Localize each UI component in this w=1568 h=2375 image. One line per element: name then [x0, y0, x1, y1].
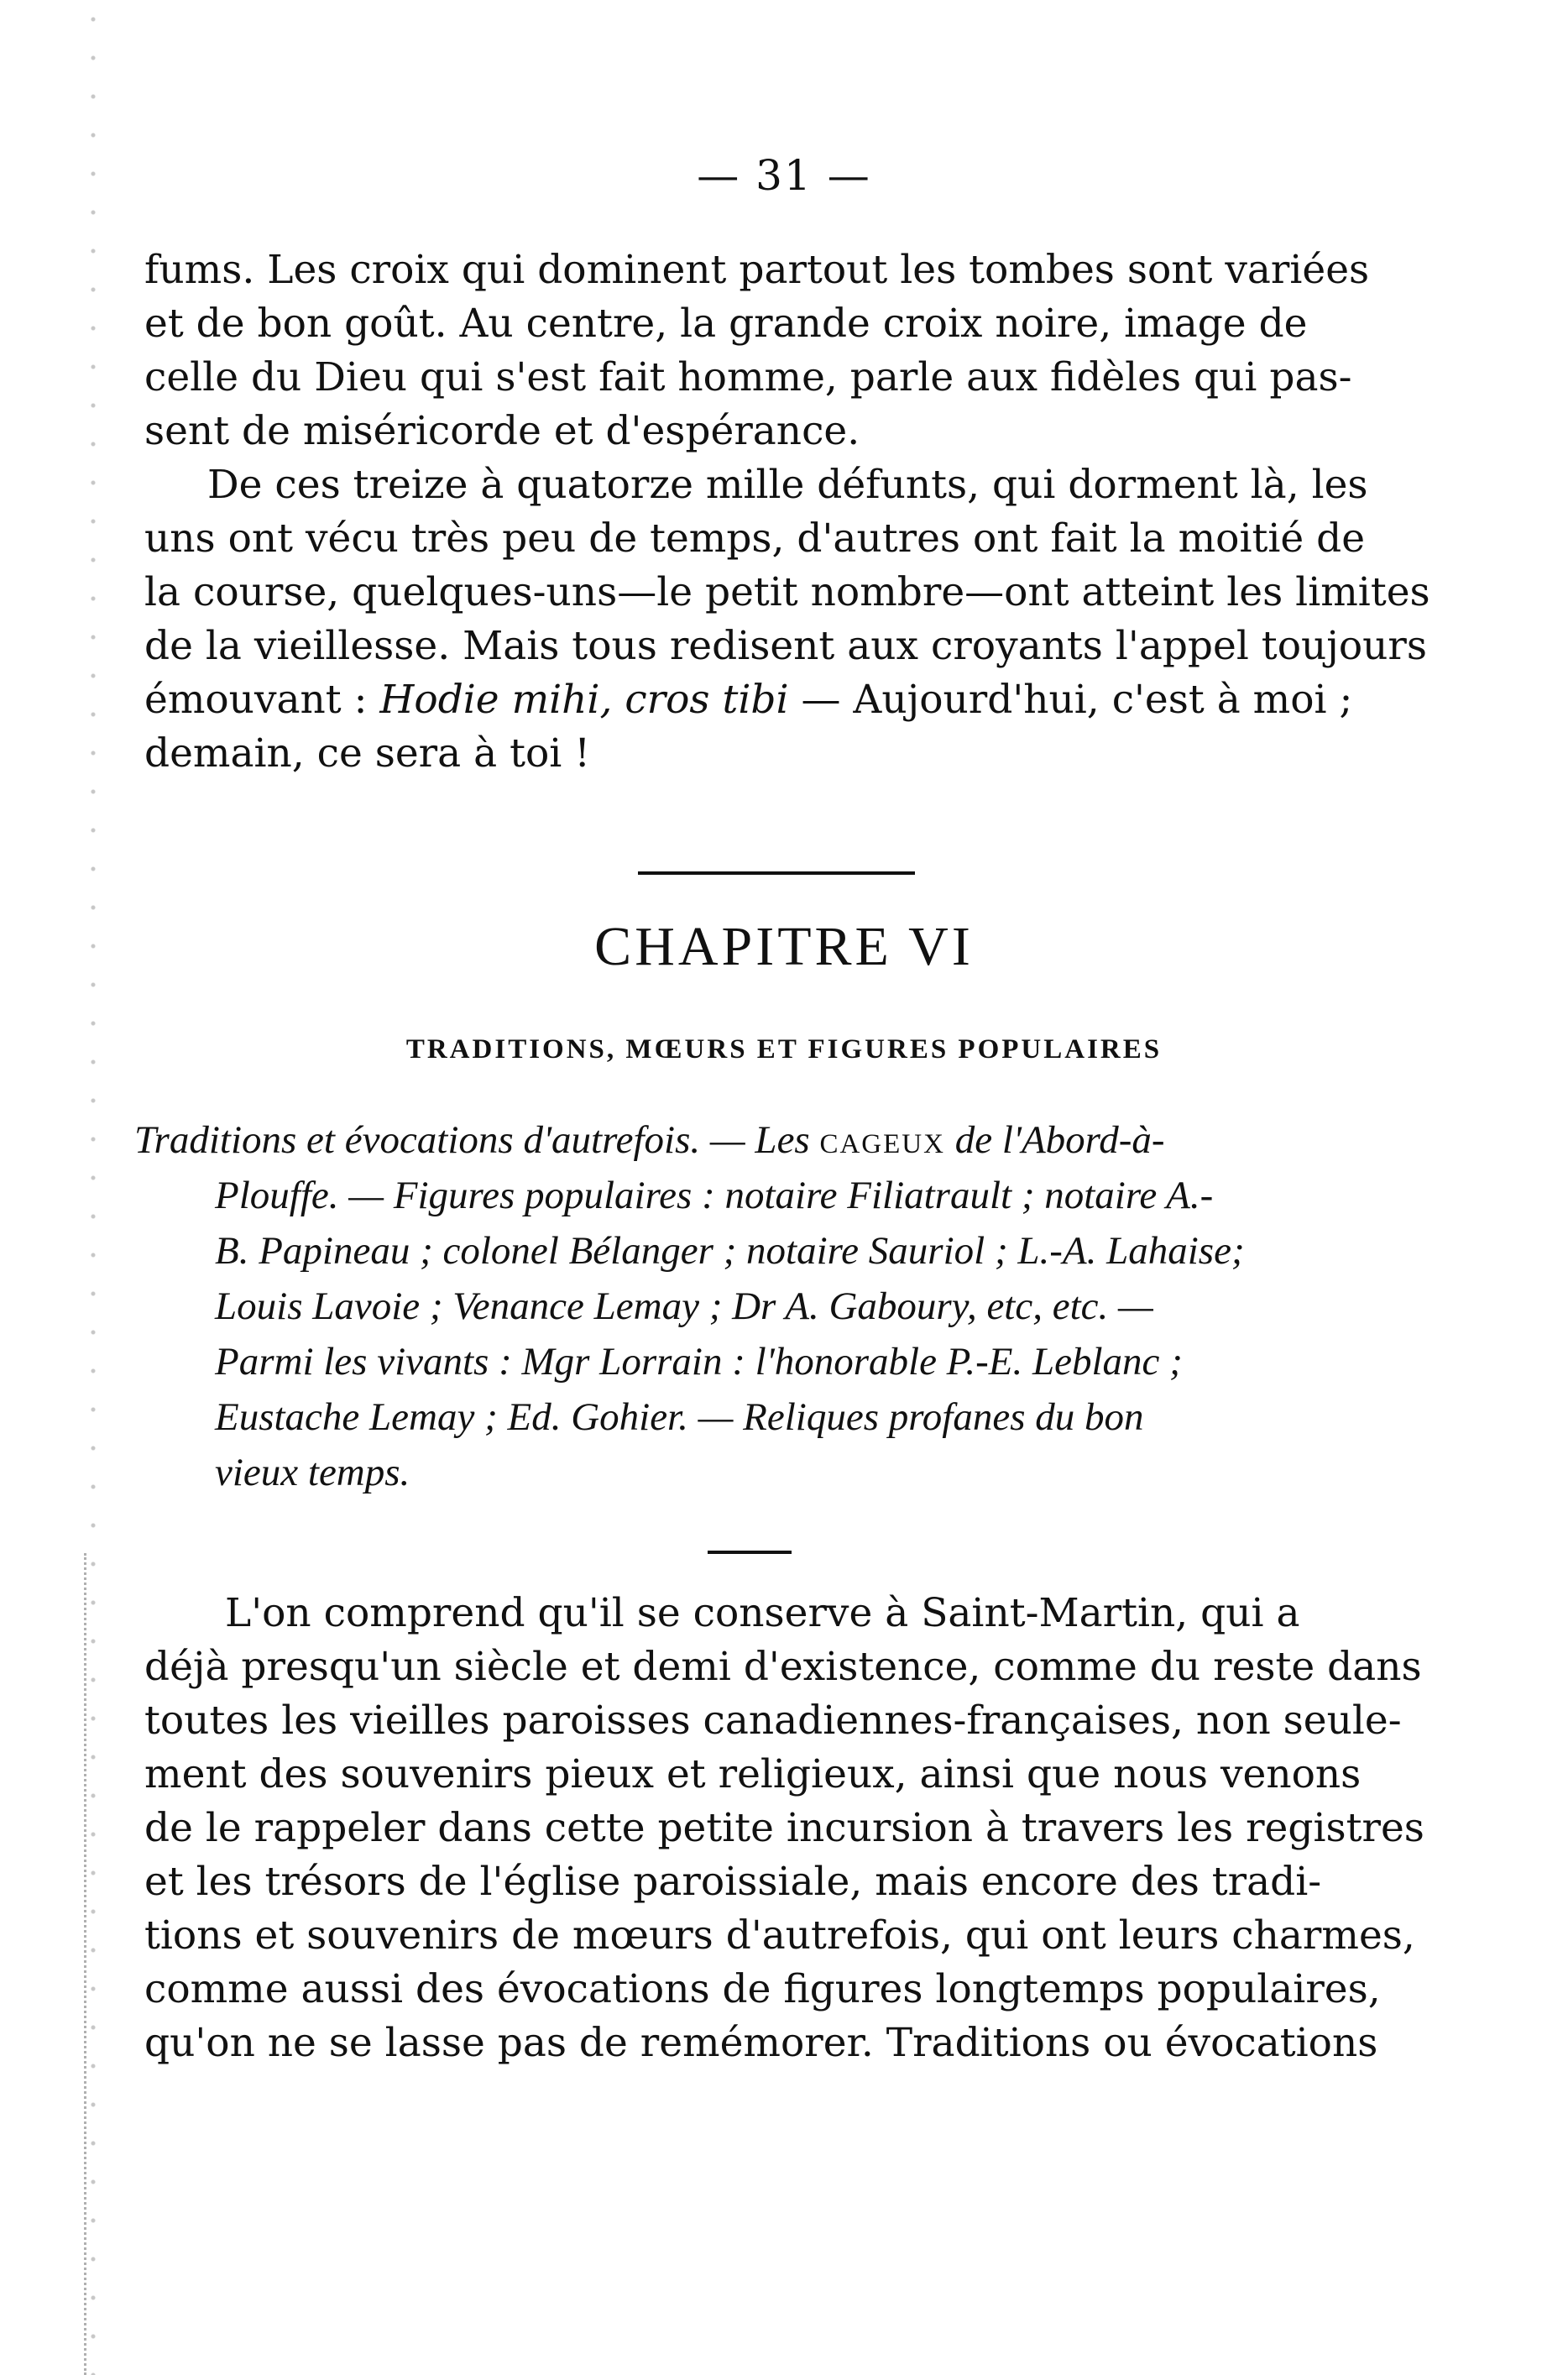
text-line-suffix: — Aujourd'hui, c'est à moi ;: [788, 677, 1353, 723]
text-line: la course, quelques-uns—le petit nombre—ont atteint les limites: [144, 569, 1430, 615]
summary-line: [134, 1112, 1452, 1168]
gutter-binding-edge: [84, 1553, 95, 2375]
summary-divider: [708, 1551, 792, 1554]
section-divider: [638, 871, 915, 875]
text-line-content: De ces treize à quatorze mille défunts, qui dorment là, les: [207, 462, 1368, 508]
text-line-content: L'on comprend qu'il se conserve à Saint-Martin, qui a: [225, 1590, 1300, 1636]
text-line: de le rappeler dans cette petite incursion à travers les registres: [144, 1805, 1424, 1851]
summary-line: Parmi les vivants : Mgr Lorrain : l'honorable P.-E. Leblanc ;: [215, 1340, 1183, 1384]
text-line: [144, 1587, 1454, 1640]
text-line: demain, ce sera à toi !: [144, 730, 591, 777]
text-line: de la vieillesse. Mais tous redisent aux croyants l'appel toujours: [144, 623, 1427, 669]
chapter-summary: [134, 1112, 1452, 1500]
top-paragraph: [144, 243, 1454, 781]
chapter-title: CHAPITRE VI: [594, 916, 974, 977]
text-line: fums. Les croix qui dominent partout les tombes sont variées: [144, 247, 1370, 293]
page-number: — 31 —: [697, 151, 871, 200]
summary-line: Louis Lavoie ; Venance Lemay ; Dr A. Gaboury, etc, etc. —: [215, 1284, 1153, 1328]
chapter-subtitle: TRADITIONS, MŒURS ET FIGURES POPULAIRES: [405, 1034, 1163, 1065]
text-line: ment des souvenirs pieux et religieux, ainsi que nous venons: [144, 1751, 1362, 1797]
bottom-paragraph: [144, 1587, 1454, 2070]
summary-line: B. Papineau ; colonel Bélanger ; notaire Sauriol ; L.-A. Lahaise;: [215, 1229, 1245, 1273]
text-line: comme aussi des évocations de figures longtemps populaires,: [144, 1966, 1381, 2012]
text-line: [144, 673, 1454, 727]
text-line: sent de miséricorde et d'espérance.: [144, 408, 860, 454]
text-line: uns ont vécu très peu de temps, d'autres ont fait la moitié de: [144, 515, 1366, 562]
summary-text: de l'Abord-à-: [944, 1118, 1165, 1162]
summary-line: Plouffe. — Figures populaires : notaire Filiatrault ; notaire A.-: [215, 1174, 1214, 1217]
text-line: qu'on ne se lasse pas de remémorer. Traditions ou évocations: [144, 2020, 1378, 2066]
second-paragraph: [144, 458, 1454, 781]
summary-cageux: cageux: [819, 1118, 945, 1162]
latin-quote: Hodie mihi, cros tibi: [379, 677, 789, 723]
summary-line: Eustache Lemay ; Ed. Gohier. — Reliques profanes du bon: [215, 1395, 1144, 1439]
text-line: celle du Dieu qui s'est fait homme, parle aux fidèles qui pas-: [144, 354, 1352, 400]
text-line: et de bon goût. Au centre, la grande croix noire, image de: [144, 301, 1308, 347]
text-line-prefix: émouvant :: [144, 677, 380, 723]
text-line: [144, 458, 1454, 512]
summary-line: vieux temps.: [215, 1451, 410, 1494]
text-line: et les trésors de l'église paroissiale, mais encore des tradi-: [144, 1859, 1322, 1905]
text-line: tions et souvenirs de mœurs d'autrefois, qui ont leurs charmes,: [144, 1912, 1415, 1959]
summary-text: Traditions et évocations d'autrefois. — Les: [134, 1118, 820, 1162]
text-line: déjà presqu'un siècle et demi d'existence, comme du reste dans: [144, 1644, 1422, 1690]
text-line: toutes les vieilles paroisses canadiennes-françaises, non seule-: [144, 1698, 1402, 1744]
